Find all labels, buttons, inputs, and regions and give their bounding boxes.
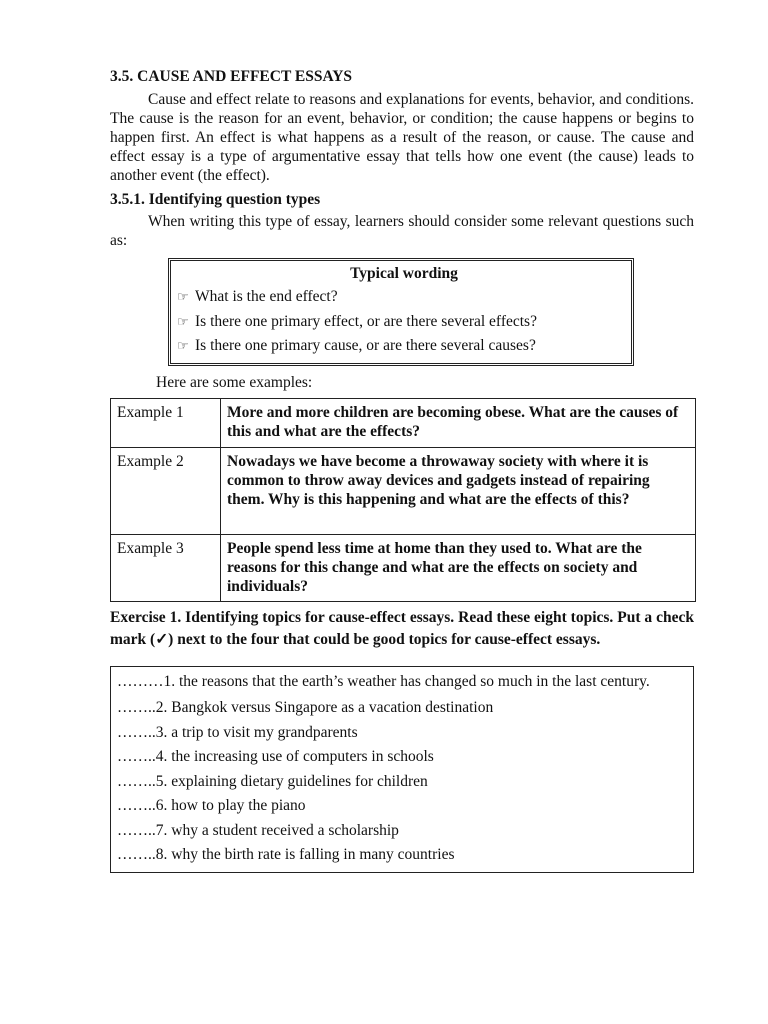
table-row (111, 398, 696, 447)
wording-item (177, 285, 631, 310)
examples-table (110, 398, 696, 602)
wording-item (177, 334, 631, 359)
example-label: Example 2 (111, 447, 221, 534)
pointing-hand-icon: ☞ (177, 338, 189, 353)
topics-box (110, 666, 694, 873)
example-text: People spend less time at home than they used to. What are the reasons for this change and what are the effects on society and individuals? (221, 534, 696, 601)
intro-paragraph (110, 90, 694, 185)
subsection-paragraph (110, 212, 694, 250)
list-item: ……..5. explaining dietary guidelines for children (117, 772, 428, 790)
wording-item-text: Is there one primary cause, or are there several causes? (195, 337, 536, 354)
list-item: ……..3. a trip to visit my grandparents (117, 723, 358, 741)
subsection-paragraph-text: When writing this type of essay, learners should consider some relevant questions such as: (110, 213, 694, 249)
list-item: ……..6. how to play the piano (117, 797, 306, 814)
wording-item-text: Is there one primary effect, or are there several effects? (195, 312, 537, 330)
typical-wording-title: Typical wording (350, 265, 458, 282)
table-row (111, 447, 696, 534)
list-item: ……..4. the increasing use of computers in schools (117, 748, 434, 765)
list-item: ………1. the reasons that the earth’s weather has changed so much in the last century. (117, 673, 650, 690)
example-label: Example 1 (111, 398, 221, 447)
pointing-hand-icon: ☞ (177, 289, 189, 304)
list-item: ……..8. why the birth rate is falling in many countries (117, 846, 455, 863)
subsection-title: 3.5.1. Identifying question types (110, 191, 321, 208)
wording-item (177, 310, 631, 335)
typical-wording-box (168, 258, 634, 366)
example-text: Nowadays we have become a throwaway society with where it is common to throw away devices and gadgets instead of repairing them. Why is this happening and what are the effects of this? (221, 447, 696, 534)
exercise-instructions: Exercise 1. Identifying topics for cause-effect essays. Read these eight topics. Put a check mark (✓) next to the four that could be good topics for cause-effect essays. (110, 608, 694, 648)
examples-intro: Here are some examples: (156, 373, 313, 391)
table-row (111, 534, 696, 601)
example-label: Example 3 (111, 534, 221, 601)
intro-paragraph-text: Cause and effect relate to reasons and explanations for events, behavior, and conditions. The cause is the reason for an event, behavior, or condition; the cause happens or begins to happen first. An effect is what happens as a result of the reason, or cause. The cause and effect essay is a type of argumentative essay that tells how one event (the cause) leads to another event (the effect). (110, 91, 694, 184)
section-title: 3.5. CAUSE AND EFFECT ESSAYS (110, 68, 353, 85)
document-page (110, 66, 694, 873)
pointing-hand-icon: ☞ (177, 313, 189, 329)
list-item: ……..7. why a student received a scholarship (117, 821, 399, 839)
example-text: More and more children are becoming obese. What are the causes of this and what are the effects? (221, 398, 696, 447)
wording-item-text: What is the end effect? (195, 288, 338, 305)
list-item: ……..2. Bangkok versus Singapore as a vacation destination (117, 699, 494, 716)
